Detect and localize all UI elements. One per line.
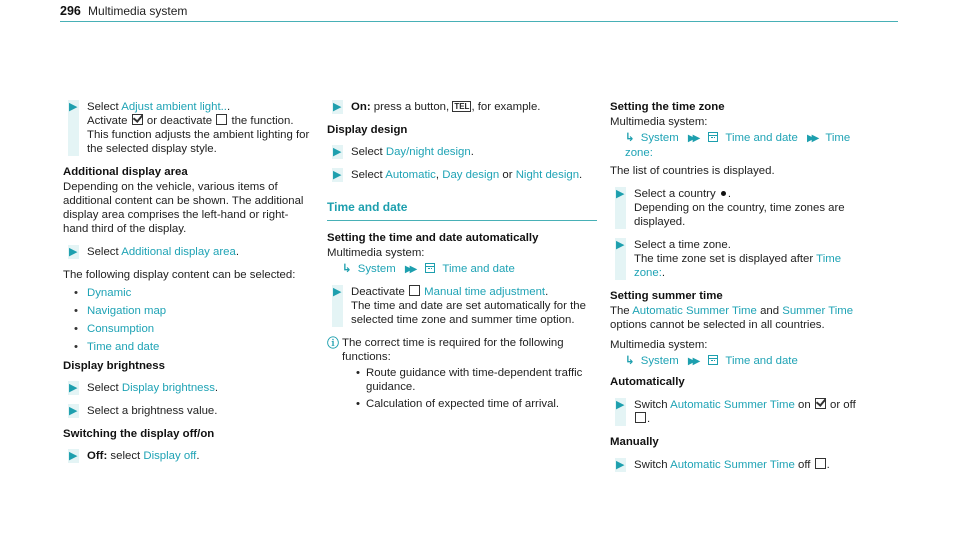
- menu-link-display-brightness[interactable]: Display brightness: [121, 382, 215, 394]
- menu-link-automatic-summer-time[interactable]: Automatic Summer Time: [670, 459, 795, 471]
- step-text: Select: [351, 169, 383, 181]
- step-additional-display: [63, 245, 313, 259]
- step-text: .: [579, 169, 583, 181]
- step-arrow-icon: ▶: [616, 459, 625, 471]
- menu-path: [327, 262, 597, 277]
- step-text: Select: [87, 101, 119, 113]
- step-text: , for example.: [471, 101, 541, 113]
- display-content-list: [63, 286, 313, 354]
- step-description: This function adjusts the ambient lighting for the selected display style.: [87, 129, 310, 155]
- checkbox-empty-icon: [409, 285, 420, 296]
- path-system[interactable]: System: [357, 263, 396, 275]
- menu-link-display-off[interactable]: Display off: [143, 450, 197, 462]
- paragraph-multimedia-system: Multimedia system:: [610, 116, 708, 128]
- note-list-item: • Route guidance with time-dependent traffic guidance.: [356, 366, 597, 394]
- step-arrow-icon: ▶: [616, 399, 625, 411]
- step-day-night-design: [327, 145, 597, 159]
- return-arrow-icon: ↳: [342, 263, 352, 275]
- step-label: Off:: [87, 450, 108, 462]
- step-text: ,: [435, 169, 440, 181]
- menu-link-day-design[interactable]: Day design: [442, 169, 500, 181]
- menu-path: [610, 354, 875, 369]
- path-time-and-date[interactable]: Time and date: [725, 355, 798, 367]
- step-text: Deactivate: [351, 286, 405, 298]
- step-arrow-icon: ▶: [69, 382, 78, 394]
- menu-link-day-night-design[interactable]: Day/night design: [385, 146, 471, 158]
- step-text: Select a brightness value.: [87, 405, 218, 417]
- checkbox-checked-icon: [815, 398, 826, 409]
- step-text: Select: [87, 382, 119, 394]
- list-item-time-and-date[interactable]: • Time and date: [63, 340, 313, 354]
- step-text: .: [470, 146, 474, 158]
- step-text: .: [545, 286, 549, 298]
- heading-setting-time-zone: Setting the time zone: [610, 101, 725, 113]
- step-design-options: [327, 168, 597, 182]
- path-time-and-date[interactable]: Time and date: [725, 132, 798, 144]
- heading-automatically: Automatically: [610, 376, 685, 388]
- double-chevron-icon: ▶▶: [404, 264, 415, 275]
- info-icon: ⓘ: [327, 336, 340, 350]
- column-2: [327, 100, 597, 415]
- heading-manually: Manually: [610, 436, 659, 448]
- menu-link-adjust-ambient-light[interactable]: Adjust ambient light..: [121, 101, 227, 113]
- text: The: [610, 305, 630, 317]
- heading-display-design: Display design: [327, 124, 408, 136]
- step-text: Select a country: [634, 188, 716, 200]
- bullet-dot-icon: [721, 191, 726, 196]
- step-text: .: [661, 267, 666, 279]
- heading-setting-time-auto: Setting the time and date automatically: [327, 232, 539, 244]
- step-arrow-icon: ▶: [333, 101, 342, 113]
- step-text: Select: [87, 246, 119, 258]
- step-text: or off: [830, 399, 856, 411]
- paragraph-following: The following display content can be selected:: [63, 269, 296, 281]
- step-arrow-icon: ▶: [69, 101, 78, 113]
- heading-additional-display-area: Additional display area: [63, 166, 188, 178]
- paragraph-multimedia-system: Multimedia system:: [610, 339, 708, 351]
- note-text: The correct time is required for the following functions:: [342, 337, 564, 363]
- menu-link-summer-time[interactable]: Summer Time: [782, 305, 854, 317]
- step-select-country: [610, 187, 875, 229]
- step-text: or deactivate: [146, 115, 213, 127]
- section-title-time-and-date: Time and date: [327, 200, 597, 221]
- step-arrow-icon: ▶: [69, 450, 78, 462]
- menu-link-automatic-summer-time[interactable]: Automatic Summer Time: [632, 305, 757, 317]
- step-text: Select a time zone.: [634, 239, 731, 251]
- page-header: [60, 4, 187, 19]
- checkbox-empty-icon: [815, 458, 826, 469]
- double-chevron-icon: ▶▶: [806, 133, 817, 144]
- paragraph-list-displayed: The list of countries is displayed.: [610, 165, 775, 177]
- heading-display-brightness: Display brightness: [63, 360, 165, 372]
- step-text: Switch: [634, 459, 668, 471]
- text: and: [760, 305, 780, 317]
- step-arrow-icon: ▶: [69, 405, 78, 417]
- step-text: or: [502, 169, 513, 181]
- step-description: The time and date are set automatically for the selected time zone and summer time option.: [351, 300, 586, 326]
- step-arrow-icon: ▶: [616, 188, 625, 200]
- checkbox-empty-icon: [635, 412, 646, 423]
- path-time-and-date[interactable]: Time and date: [442, 263, 515, 275]
- step-switch-auto-summer-on: [610, 398, 875, 426]
- return-arrow-icon: ↳: [625, 132, 635, 144]
- step-text: .: [826, 459, 830, 471]
- heading-switching-display: Switching the display off/on: [63, 428, 215, 440]
- step-switch-auto-summer-off: [610, 458, 875, 472]
- note-list: [342, 366, 597, 411]
- list-item-navigation-map[interactable]: • Navigation map: [63, 304, 313, 318]
- note-list-item: • Calculation of expected time of arrival.: [356, 397, 597, 411]
- step-display-brightness: [63, 381, 313, 395]
- paragraph-summer-options: [610, 304, 875, 332]
- step-text: .: [727, 188, 732, 200]
- text: options cannot be selected in all countries.: [610, 319, 825, 331]
- step-text: .: [214, 382, 219, 394]
- menu-link-night-design[interactable]: Night design: [515, 169, 580, 181]
- double-chevron-icon: ▶▶: [687, 133, 698, 144]
- step-brightness-value: [63, 404, 313, 418]
- step-text: .: [647, 413, 651, 425]
- tel-key-icon: TEL: [454, 102, 470, 111]
- column-3: [610, 100, 875, 481]
- menu-path: [610, 131, 875, 160]
- menu-link-automatic-summer-time[interactable]: Automatic Summer Time: [670, 399, 795, 411]
- double-chevron-icon: ▶▶: [687, 356, 698, 367]
- step-text: .: [196, 450, 200, 462]
- step-text: .: [235, 246, 240, 258]
- step-arrow-icon: ▶: [69, 246, 78, 258]
- step-text: Select: [351, 146, 383, 158]
- checkbox-checked-icon: [132, 114, 143, 125]
- step-text: off: [797, 459, 811, 471]
- step-arrow-icon: ▶: [333, 169, 342, 181]
- step-text: press a button,: [373, 101, 450, 113]
- step-select-time-zone: [610, 238, 875, 280]
- list-item-consumption[interactable]: • Consumption: [63, 322, 313, 336]
- calendar-icon: [708, 355, 718, 365]
- path-system[interactable]: System: [640, 355, 679, 367]
- step-text: Switch: [634, 399, 668, 411]
- step-text: the function.: [231, 115, 294, 127]
- paragraph-multimedia-system: Multimedia system:: [327, 247, 425, 259]
- step-text: .: [226, 101, 231, 113]
- path-system[interactable]: System: [640, 132, 679, 144]
- step-arrow-icon: ▶: [333, 146, 342, 158]
- return-arrow-icon: ↳: [625, 355, 635, 367]
- page-title: Multimedia system: [88, 4, 188, 18]
- step-text: on: [797, 399, 811, 411]
- step-deactivate-manual: [327, 285, 597, 327]
- calendar-icon: [425, 263, 435, 273]
- step-arrow-icon: ▶: [333, 286, 342, 298]
- step-text: select: [110, 450, 141, 462]
- list-item-dynamic[interactable]: • Dynamic: [63, 286, 313, 300]
- menu-link-manual-time-adjustment[interactable]: Manual time adjustment: [424, 286, 546, 298]
- step-text: Activate: [87, 115, 128, 127]
- menu-link-time-zone[interactable]: Time zone:: [634, 253, 842, 279]
- calendar-icon: [708, 132, 718, 142]
- paragraph-additional: Depending on the vehicle, various items of additional content can be shown. The additional display area comprises the left-hand or right-hand third of the display.: [63, 181, 304, 235]
- info-note: [327, 336, 597, 411]
- menu-link-automatic[interactable]: Automatic: [385, 169, 436, 181]
- menu-link-additional-display-area[interactable]: Additional display area: [121, 246, 236, 258]
- page-number: 296: [60, 4, 81, 18]
- checkbox-empty-icon: [216, 114, 227, 125]
- step-display-on: [327, 100, 597, 114]
- step-description: The time zone set is displayed after: [634, 253, 814, 265]
- step-display-off: [63, 449, 313, 463]
- column-1: [63, 100, 313, 472]
- heading-setting-summer-time: Setting summer time: [610, 290, 723, 302]
- step-arrow-icon: ▶: [616, 239, 625, 251]
- step-label: On:: [351, 101, 371, 113]
- path-time-zone[interactable]: Time zone:: [625, 132, 851, 159]
- step-description: Depending on the country, time zones are displayed.: [634, 202, 845, 228]
- header-rule: [60, 21, 898, 22]
- step-adjust-ambient: [63, 100, 313, 156]
